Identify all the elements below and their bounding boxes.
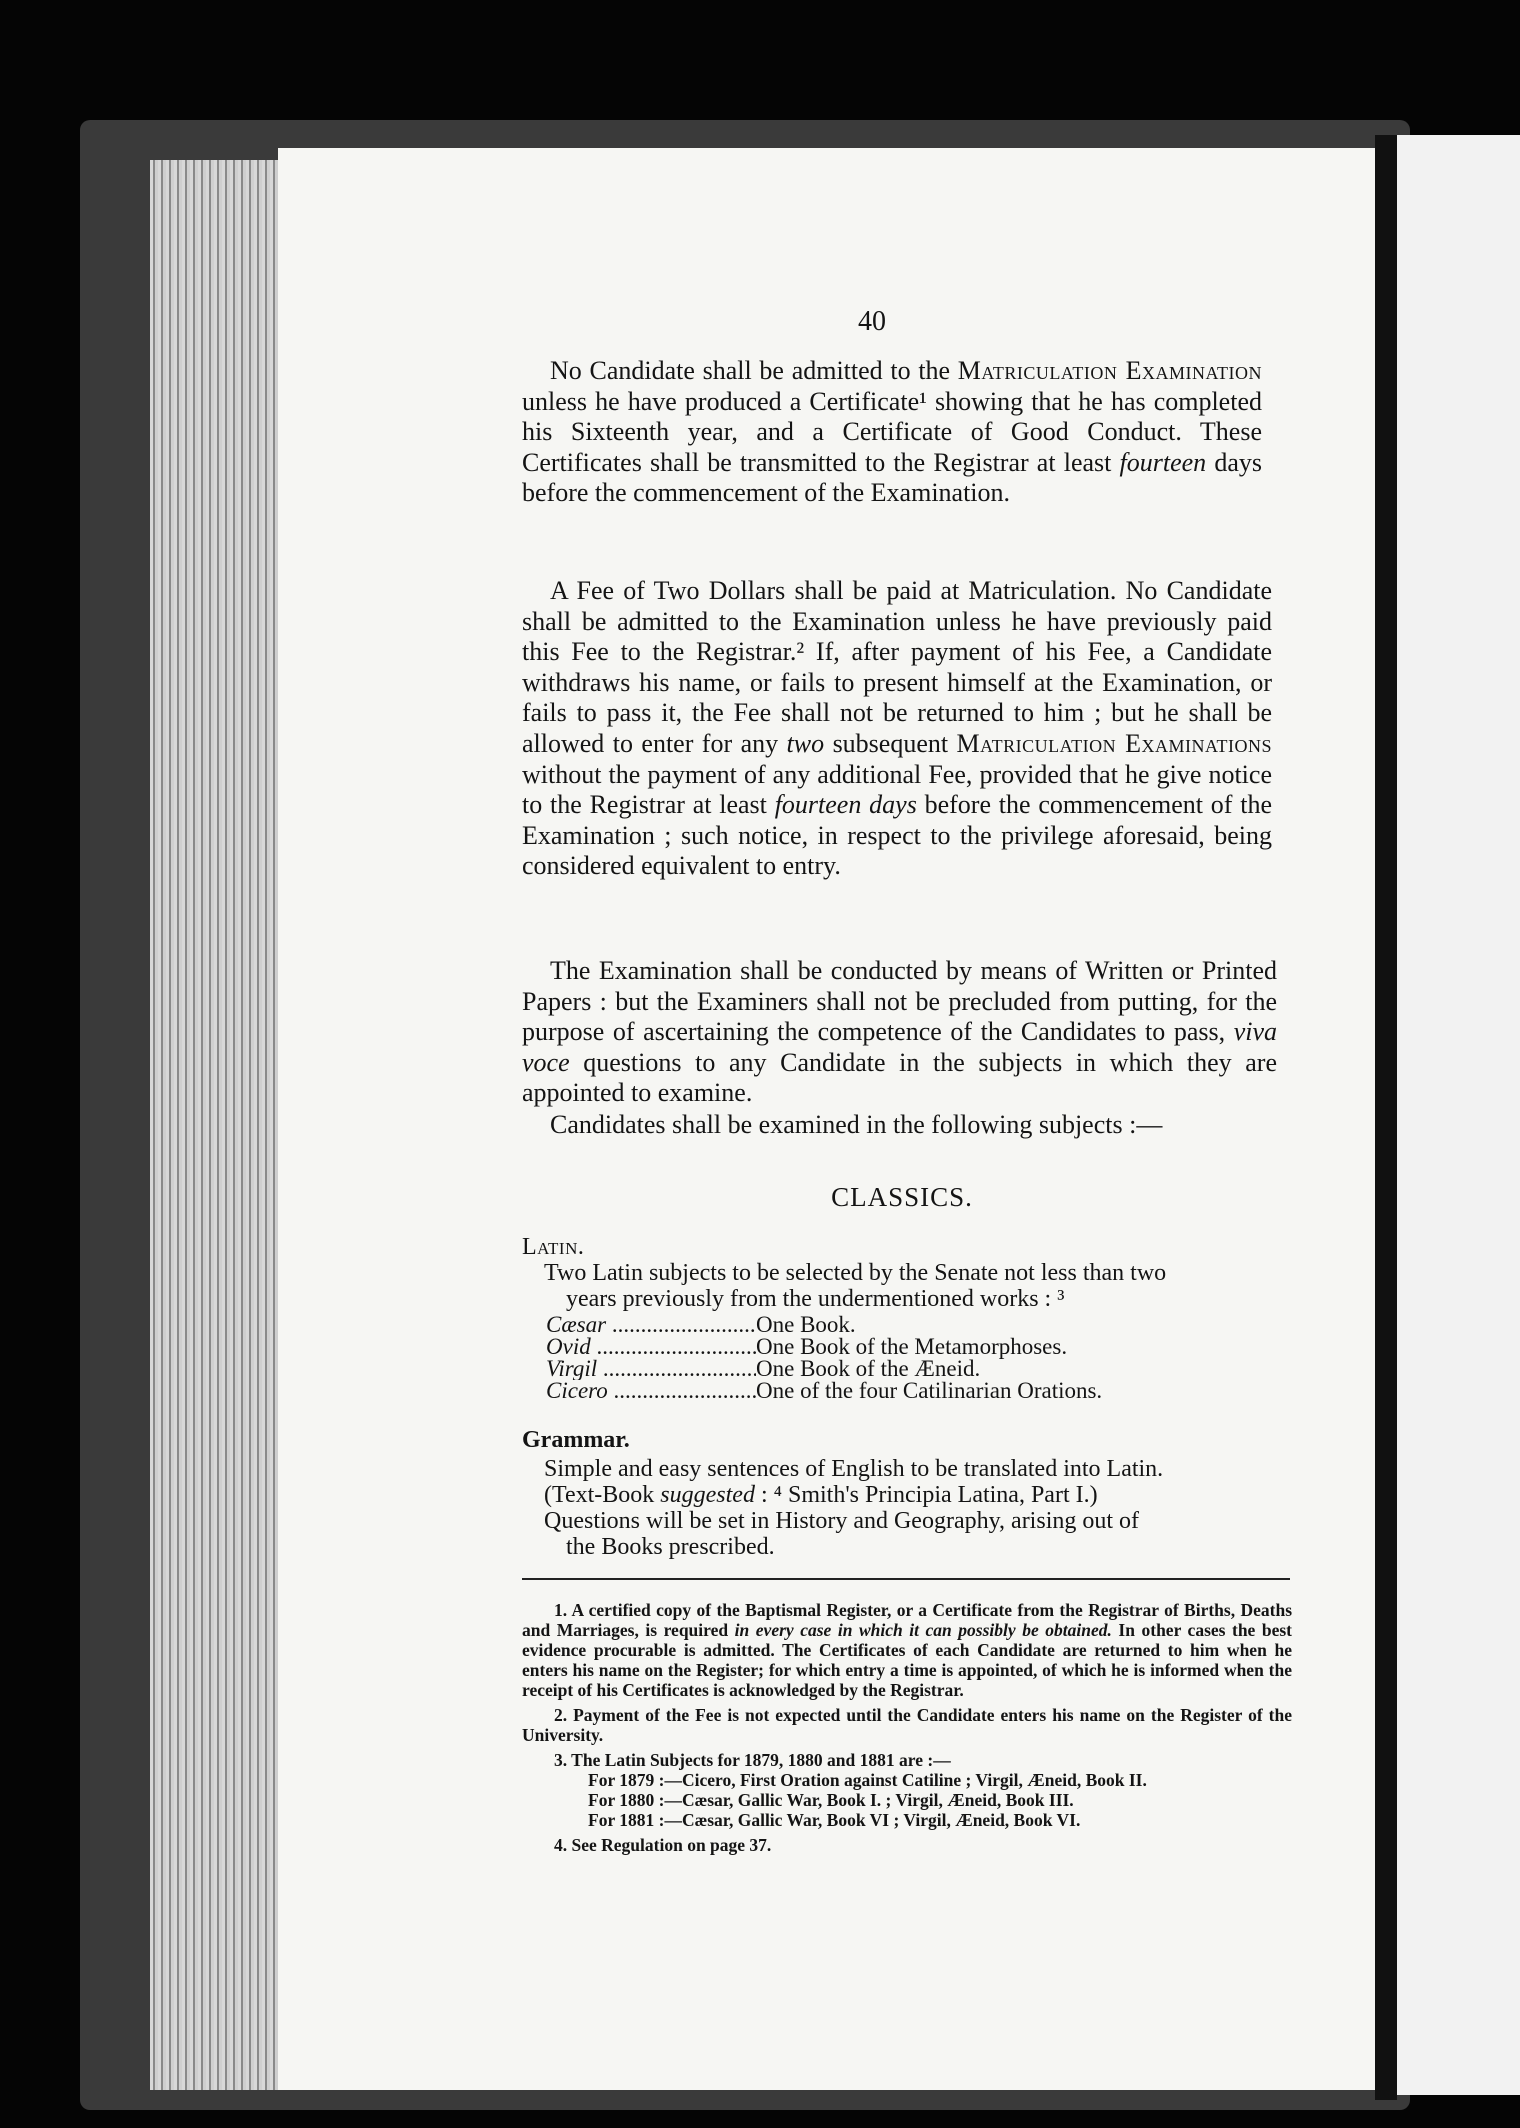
section-title-classics: CLASSICS. [831,1182,973,1212]
list-item: Cicero ..... One of the four Catilinarian Orations. [546,1380,1102,1402]
grammar-requirements: Simple and easy sentences of English to be translated into Latin. (Text-Book suggested : ⁴ Smith's Principia Latina, Part I.) Questions will be set in History and Geography, arising out of the Books prescribed. [544,1456,1164,1560]
page-edges [150,160,290,2090]
footnote-2: 2. Payment of the Fee is not expected until the Candidate enters his name on the Register of the University. [522,1705,1292,1745]
subsection-latin: Latin. [522,1234,585,1260]
term-matriculation: Matriculation Examination [957,356,1262,385]
paragraph-admission: No Candidate shall be admitted to the Matriculation Examination unless he have produced a Certificate¹ showing that he has completed his Sixteenth year, and a Certificate of Good Conduct. These Certificates shall be transmitted to the Registrar at least fourteen days before the commencement of the Examination. [522,356,1262,508]
page-number: 40 [858,306,886,337]
latin-works-list [546,1314,1102,1402]
list-item: Virgil ..... One Book of the Æneid. [546,1358,1102,1380]
footnote-divider [522,1578,1290,1580]
paragraph-examination-method: The Examination shall be conducted by means of Written or Printed Papers : but the Examiners shall not be precluded from putting, for the purpose of ascertaining the competence of the Candidates to pass, viva voce questions to any Candidate in the subjects in which they are appointed to examine. [522,956,1277,1108]
subsection-grammar: Grammar. [522,1427,630,1453]
footnotes [522,1600,1292,1860]
facing-page [1390,135,1520,2095]
footnote-1: 1. A certified copy of the Baptismal Register, or a Certificate from the Registrar of Births, Deaths and Marriages, is required in every case in which it can possibly be obtained. In other cases the best evidence procurable is admitted. The Certificates of each Candidate are returned to him when he enters his name on the Register; for which entry a time is appointed, of which he is informed when the receipt of his Certificates is acknowledged by the Registrar. [522,1600,1292,1700]
paragraph-fee: A Fee of Two Dollars shall be paid at Matriculation. No Candidate shall be admitted to the Examination unless he have previously paid this Fee to the Registrar.² If, after payment of his Fee, a Candidate withdraws his name, or fails to present himself at the Examination, or fails to pass it, the Fee shall not be returned to him ; but he shall be allowed to enter for any two subsequent Matriculation Examinations without the payment of any additional Fee, provided that he give notice to the Registrar at least fourteen days before the commencement of the Examination ; such notice, in respect to the privilege aforesaid, being considered equivalent to entry. [522,576,1272,881]
book-page [278,148,1375,2090]
footnote-4: 4. See Regulation on page 37. [554,1835,772,1855]
latin-intro: Two Latin subjects to be selected by the Senate not less than two years previously from the undermentioned works : ³ [544,1260,1167,1312]
list-item: Ovid ..... One Book of the Metamorphoses. [546,1336,1102,1358]
book-gutter [1375,135,1397,2100]
footnote-3: 3. The Latin Subjects for 1879, 1880 and 1881 are :— For 1879 :—Cicero, First Oration against Catiline ; Virgil, Æneid, Book II. For 1880 :—Cæsar, Gallic War, Book I. ; Virgil, Æneid, Book III. For 1881 :—Cæsar, Gallic War, Book VI ; Virgil, Æneid, Book VI. [554,1750,1147,1830]
term-matriculation-examinations: Matriculation Examinations [956,728,1272,758]
list-item: Cæsar ..... One Book. [546,1314,1102,1336]
paragraph-subjects-intro: Candidates shall be examined in the following subjects :— [550,1110,1163,1139]
